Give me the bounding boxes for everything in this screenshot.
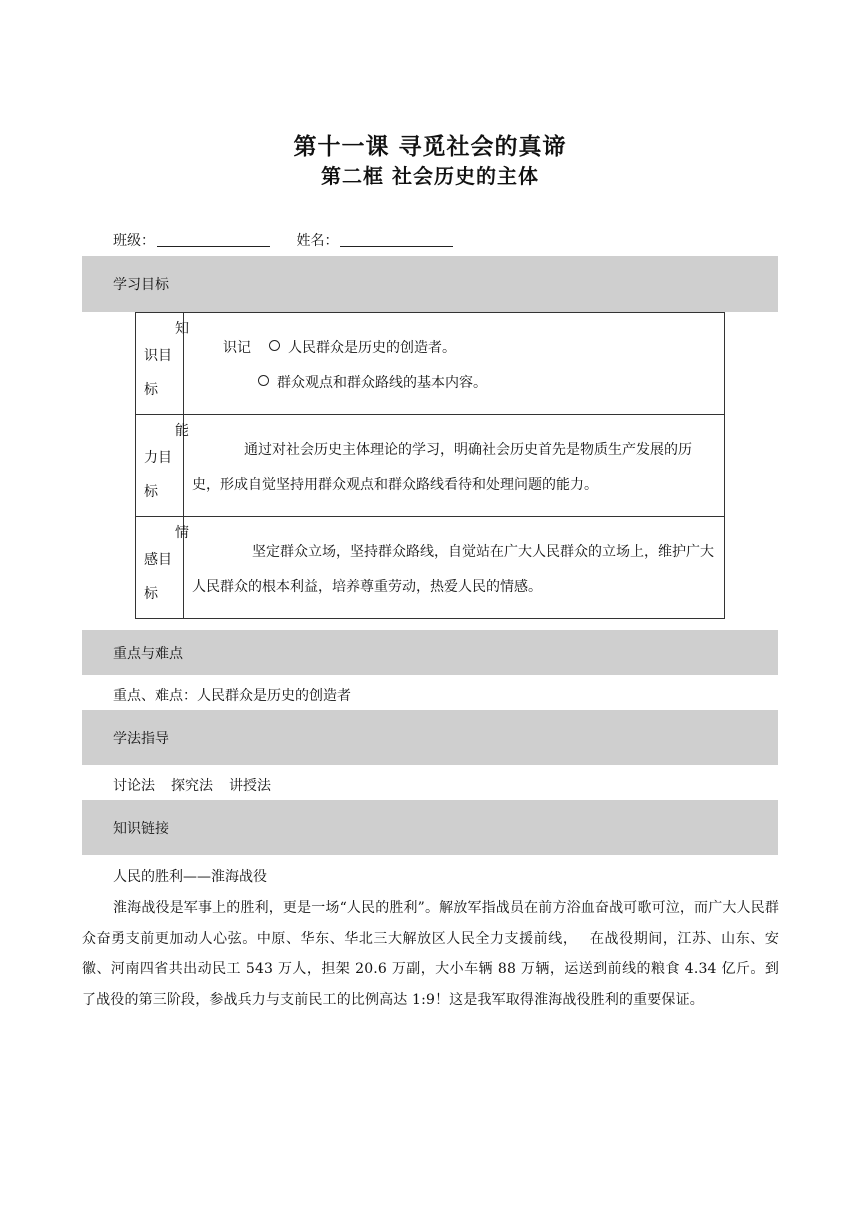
name-label: 姓名： (296, 233, 339, 249)
name-blank[interactable] (340, 232, 453, 247)
section-title-knowledge-link: 知识链接 (113, 820, 169, 837)
goal-row-emotion (136, 517, 725, 619)
section-header-method-guide (82, 710, 778, 765)
section-header-knowledge-link (82, 800, 778, 855)
section-title-goals: 学习目标 (113, 277, 169, 293)
knowledge-item-1: 识记 人民群众是历史的创造者。 (223, 340, 456, 356)
key-points-text: 重点、难点：人民群众是历史的创造者 (113, 688, 351, 704)
method-item: 探究法 (171, 778, 213, 794)
knowledge-prefix: 识记 (223, 340, 251, 356)
lesson-subtitle: 第二框 社会历史的主体 (321, 164, 539, 188)
goal-label-ability: 能 力目 标 (136, 415, 184, 517)
name-field (296, 230, 453, 250)
goal-row-knowledge (136, 313, 725, 415)
goal-content-knowledge (184, 313, 725, 415)
section-title-key-points: 重点与难点 (113, 645, 183, 662)
section-header-goals (82, 256, 778, 312)
method-item: 讲授法 (229, 778, 271, 794)
student-fields (113, 230, 453, 250)
section-header-key-points (82, 630, 778, 675)
goal-label-knowledge: 知 识目 标 (136, 313, 184, 415)
goals-table (135, 312, 725, 619)
section-title-method-guide: 学法指导 (113, 730, 169, 747)
knowledge-link-title: 人民的胜利——淮海战役 (113, 869, 267, 885)
knowledge-item-2: 群众观点和群众路线的基本内容。 (192, 366, 716, 401)
circle-bullet-icon (258, 375, 269, 386)
goal-content-ability: 通过对社会历史主体理论的学习，明确社会历史首先是物质生产发展的历史，形成自觉坚持用群众观点和群众路线看待和处理问题的能力。 (184, 415, 725, 517)
goal-content-emotion: 坚定群众立场，坚持群众路线，自觉站在广大人民群众的立场上，维护广大人民群众的根本利益，培养尊重劳动，热爱人民的情感。 (184, 517, 725, 619)
lesson-title: 第十一课 寻觅社会的真谛 (293, 134, 567, 160)
class-field (113, 230, 270, 250)
method-item: 讨论法 (113, 778, 155, 794)
class-label: 班级： (113, 233, 155, 249)
knowledge-link-body: 淮海战役是军事上的胜利，更是一场“人民的胜利”。解放军指战员在前方浴血奋战可歌可泣，而广大人民群众奋勇支前更加动人心弦。中原、华东、华北三大解放区人民全力支援前线， 在战役期间，江苏、山东、安徽、河南四省共出动民工 543 万人，担架 20.6 万副，大小车辆 88 万辆，运送到前线的粮食 4.34 亿斤。到了战役的第三阶段，参战兵力与支前民工的比例高达 1:9！这是我军取得淮海战役胜利的重要保证。 (82, 900, 779, 1008)
class-blank[interactable] (157, 232, 270, 247)
methods-list (113, 775, 271, 795)
goal-label-emotion: 情 感目 标 (136, 517, 184, 619)
circle-bullet-icon (269, 340, 280, 351)
goal-row-ability (136, 415, 725, 517)
